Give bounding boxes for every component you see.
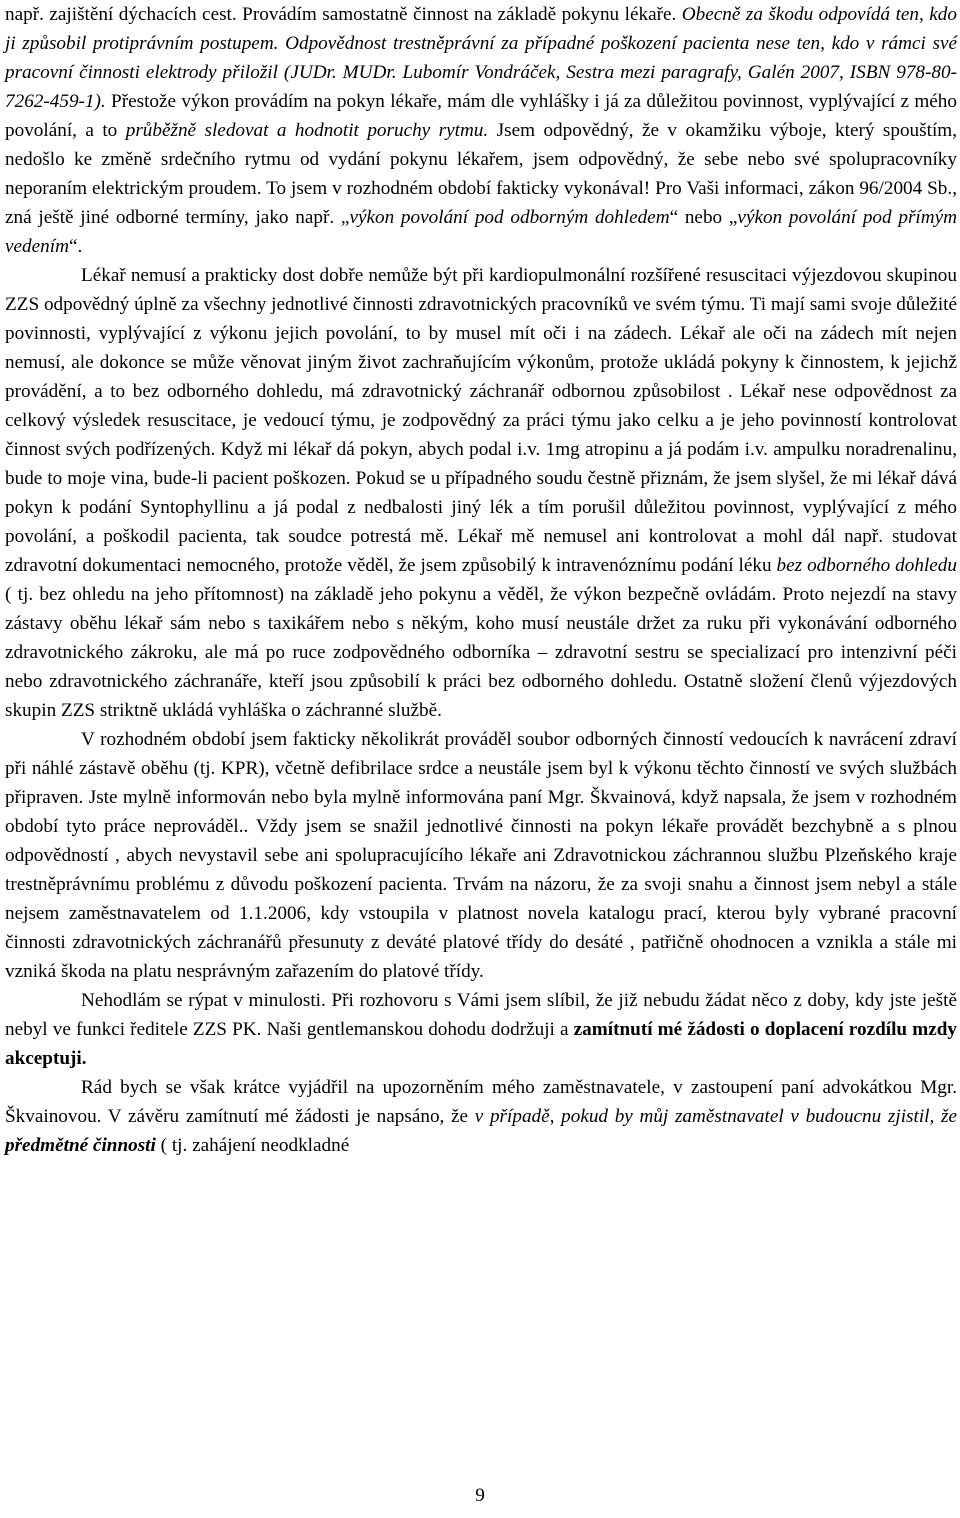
bold-text: předmětné činnosti	[5, 1135, 156, 1156]
paragraph	[5, 0, 957, 261]
text-run: Lékař nemusí a prakticky dost dobře nemůže být při kardiopulmonální rozšířené resuscitaci výjezdovou skupinou ZZS odpovědný úplně za všechny jednotlivé činnosti zdravotnických pracovníků ve svém týmu. Ti mají sami svoje důležité povinnosti, vyplývající z výkonu jejich povolání, to by musel mít oči i na zádech. Lékař ale oči na zádech mít nejen nemusí, ale dokonce se může věnovat jiným život zachraňujícím výkonům, protože ukládá pokyny k činnostem, k jejichž provádění, a to bez odborného dohledu, má zdravotnický záchranář odbornou způsobilost . Lékař nese odpovědnost za celkový výsledek resuscitace, je vedoucí týmu, je zodpovědný za práci týmu jako celku a je jeho povinností kontrolovat činnost svých podřízených. Když mi lékař dá pokyn, abych podal i.v. 1mg atropinu a já podám i.v. ampulku noradrenalinu, bude to moje vina, bude-li pacient poškozen. Pokud se u případného soudu čestně přiznám, že jsem slyšel, že mi lékař dává pokyn k podání Syntophyllinu a já podal z nedbalosti jiný lék a tím porušil důležitou povinnost, vyplývající z mého povolání, a poškodil pacienta, tak soudce potrestá mě. Lékař mě nemusel ani kontrolovat a mohl dál např. studovat zdravotní dokumentaci nemocného, protože věděl, že jsem způsobilý k intravenóznímu podání léku	[5, 265, 957, 576]
paragraph	[5, 261, 957, 725]
text-run: V rozhodném období jsem fakticky několikrát prováděl soubor odborných činností vedoucích k navrácení zdraví při náhlé zástavě oběhu (tj. KPR), včetně defibrilace srdce a neustále jsem byl k výkonu těchto činností ve svých službách připraven. Jste mylně informován nebo byla mylně informována paní Mgr. Škvainová, když napsala, že jsem v rozhodném období tyto práce neprováděl.. Vždy jsem se snažil jednotlivé činnosti na pokyn lékaře provádět bezchybně a s plnou odpovědností , abych nevystavil sebe ani spolupracujícího lékaře ani Zdravotnickou záchrannou službu Plzeňského kraje trestněprávnímu problému z důvodu poškození pacienta. Trvám na názoru, že za svoji snahu a činnost jsem nebyl a stále nejsem zaměstnavatelem od 1.1.2006, kdy vstoupila v platnost novela katalogu prací, kterou byly vybrané pracovní činnosti zdravotnických záchranářů přesunuty z deváté platové třídy do desáté , patřičně ohodnocen a vznikla a stále mi vzniká škoda na platu nesprávným zařazením do platové třídy.	[5, 729, 957, 982]
italic-text: výkon povolání pod odborným dohledem	[349, 207, 670, 228]
text-run: Nehodlám se rýpat v minulosti. Při rozhovoru s Vámi jsem slíbil, že již nebudu žádat něco z doby, kdy jste ještě nebyl ve funkci ředitele ZZS PK. Naši gentlemanskou dohodu dodržuji a	[5, 990, 957, 1040]
italic-text: Obecně za škodu odpovídá ten, kdo ji způsobil protiprávním postupem. Odpovědnost trestněprávní za případné poškození pacienta nese ten, kdo v rámci své pracovní činnosti elektrody přiložil (JUDr. MUDr. Lubomír Vondráček, Sestra mezi paragrafy, Galén 2007, ISBN 978-80-7262-459-1).	[5, 4, 957, 112]
italic-text: bez odborného dohledu	[776, 555, 957, 576]
italic-text: průběžně sledovat a hodnotit poruchy rytmu.	[125, 120, 489, 141]
italic-text: výkon povolání pod přímým vedením	[5, 207, 957, 257]
paragraph	[5, 725, 957, 986]
paragraph	[5, 1073, 957, 1160]
text-run: Jsem odpovědný, že v okamžiku výboje, který spouštím, nedošlo ke změně srdečního rytmu od vydání pokynu lékařem, jsem odpovědný, že sebe nebo své spolupracovníky neporaním elektrickým proudem. To jsem v rozhodném období fakticky vykonával! Pro Vaši informaci, zákon 96/2004 Sb., zná ještě jiné odborné termíny, jako např. „	[5, 120, 957, 228]
text-run: Přestože výkon provádím na pokyn lékaře, mám dle vyhlášky i já za důležitou povinnost, vyplývající z mého povolání, a to	[5, 91, 957, 141]
text-run: ( tj. zahájení neodkladné	[155, 1135, 350, 1156]
bold-text: zamítnutí mé žádosti o doplacení rozdílu mzdy akceptuji.	[5, 1019, 957, 1069]
text-run: např. zajištění dýchacích cest. Provádím samostatně činnost na základě pokynu lékaře.	[5, 4, 682, 25]
italic-text: v případě, pokud by můj zaměstnavatel v budoucnu zjistil, že	[474, 1106, 957, 1127]
page-number: 9	[475, 1485, 485, 1506]
text-run: “.	[68, 236, 83, 257]
paragraph	[5, 986, 957, 1073]
text-run: “ nebo „	[669, 207, 738, 228]
body-text	[5, 0, 957, 1160]
text-run: ( tj. bez ohledu na jeho přítomnost) na základě jeho pokynu a věděl, že výkon bezpečně ovládám. Proto nejezdí na stavy zástavy oběhu lékař sám nebo s taxikářem nebo s někým, koho musí neustále držet za ruku při vykonávání odborného zdravotnického zákroku, ale má po ruce zodpovědného odborníka – zdravotní sestru se specializací pro intenzivní péči nebo zdravotnického záchranáře, kteří jsou způsobilí k práci bez odborného dohledu. Ostatně složení členů výjezdových skupin ZZS striktně ukládá vyhláška o záchranné službě.	[5, 584, 957, 721]
text-run: Rád bych se však krátce vyjádřil na upozorněním mého zaměstnavatele, v zastoupení paní advokátkou Mgr. Škvainovou. V závěru zamítnutí mé žádosti je napsáno, že	[5, 1077, 957, 1127]
